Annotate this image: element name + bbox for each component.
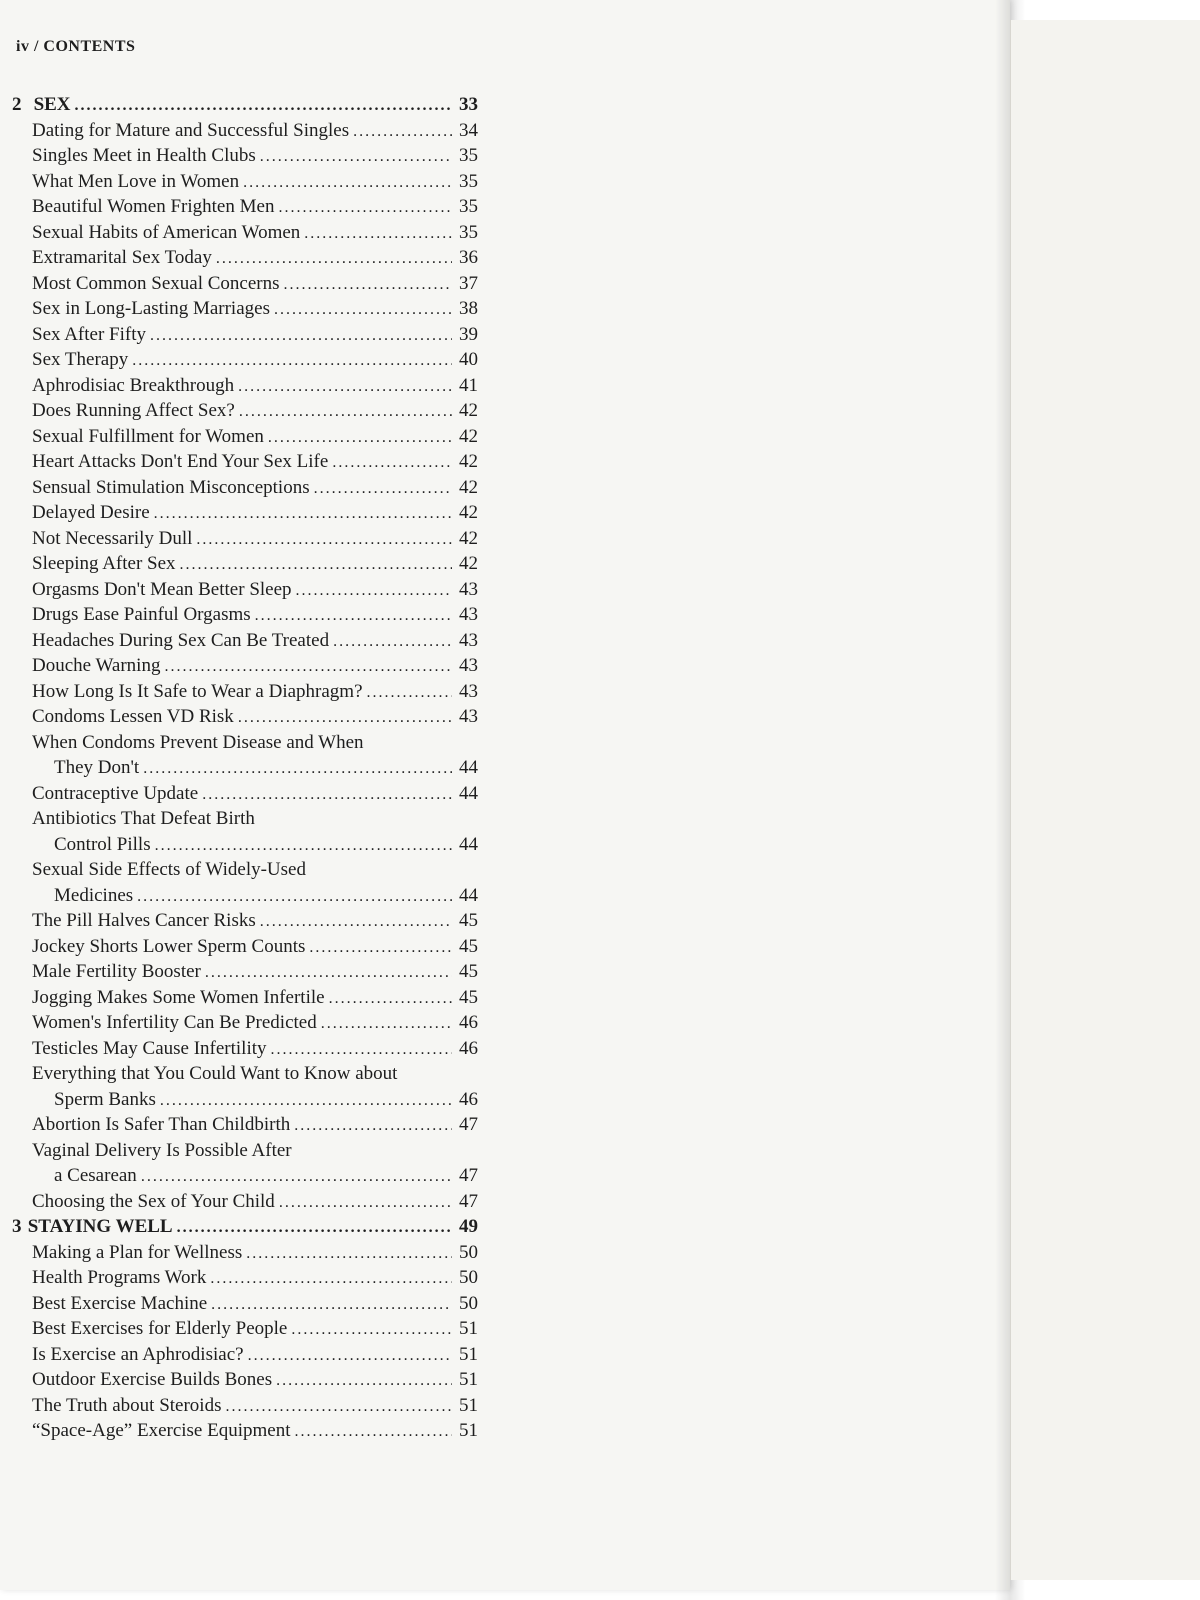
toc-entry bbox=[12, 1189, 478, 1215]
dot-leader bbox=[271, 1036, 452, 1062]
toc-entry bbox=[12, 373, 478, 399]
entry-title: Testicles May Cause Infertility bbox=[32, 1037, 267, 1059]
entry-title: Heart Attacks Don't End Your Sex Life bbox=[32, 451, 329, 472]
toc-entry bbox=[12, 985, 478, 1011]
toc-entry bbox=[12, 169, 478, 195]
dot-leader bbox=[132, 347, 452, 373]
entry-title: Abortion Is Safer Than Childbirth bbox=[32, 1114, 291, 1135]
entry-title: Control Pills bbox=[54, 833, 151, 855]
entry-title: “Space-Age” Exercise Equipment bbox=[32, 1420, 291, 1441]
toc-entry bbox=[12, 934, 478, 960]
dot-leader bbox=[268, 424, 452, 450]
toc-entry bbox=[12, 1036, 478, 1062]
dot-leader bbox=[155, 832, 452, 858]
entry-title: Antibiotics That Defeat Birth bbox=[32, 808, 255, 829]
entry-title: Best Exercise Machine bbox=[32, 1292, 208, 1314]
page-number: 35 bbox=[459, 145, 478, 166]
dot-leader bbox=[202, 781, 452, 807]
page-number: 44 bbox=[459, 884, 478, 906]
page-number: 46 bbox=[459, 1012, 478, 1033]
entry-title: Vaginal Delivery Is Possible After bbox=[32, 1139, 292, 1161]
dot-leader bbox=[332, 449, 452, 475]
entry-title: Beautiful Women Frighten Men bbox=[32, 196, 275, 217]
chapter-number: 2 bbox=[12, 94, 22, 115]
toc-entry bbox=[12, 806, 478, 832]
entry-title: Sex After Fifty bbox=[32, 323, 146, 345]
entry-title: Sexual Side Effects of Widely-Used bbox=[32, 859, 306, 880]
dot-leader bbox=[296, 577, 452, 603]
entry-title: Sensual Stimulation Misconceptions bbox=[32, 476, 310, 498]
dot-leader bbox=[304, 220, 452, 246]
toc-entry bbox=[12, 449, 478, 475]
toc-entry bbox=[12, 1087, 478, 1113]
entry-title: They Don't bbox=[54, 757, 140, 778]
entry-title: Contraceptive Update bbox=[32, 782, 199, 804]
entry-title: Aphrodisiac Breakthrough bbox=[32, 374, 235, 396]
toc-entry bbox=[12, 1138, 478, 1164]
page-number: 49 bbox=[459, 1216, 478, 1237]
dot-leader bbox=[75, 92, 452, 118]
dot-leader bbox=[239, 398, 452, 424]
facing-page bbox=[1010, 20, 1200, 1580]
toc-entry bbox=[12, 628, 478, 654]
entry-title: Sperm Banks bbox=[54, 1088, 156, 1110]
toc-entry bbox=[12, 1367, 478, 1393]
page-number: 46 bbox=[459, 1037, 478, 1059]
page-number: 51 bbox=[459, 1369, 478, 1390]
entry-title: When Condoms Prevent Disease and When bbox=[32, 731, 364, 753]
dot-leader bbox=[314, 475, 452, 501]
page-number: 45 bbox=[459, 935, 478, 957]
toc-entry bbox=[12, 781, 478, 807]
dot-leader bbox=[196, 526, 452, 552]
toc-column-left bbox=[12, 92, 478, 1444]
toc-entry bbox=[12, 500, 478, 526]
page-number: 43 bbox=[459, 604, 478, 625]
dot-leader bbox=[255, 602, 452, 628]
dot-leader bbox=[177, 1214, 452, 1240]
entry-title: Sleeping After Sex bbox=[32, 553, 176, 574]
entry-title: Condoms Lessen VD Risk bbox=[32, 706, 234, 727]
dot-leader bbox=[205, 959, 452, 985]
page-number: 43 bbox=[459, 578, 478, 600]
page-number: 43 bbox=[459, 706, 478, 727]
toc-entry bbox=[12, 857, 478, 883]
dot-leader bbox=[274, 296, 452, 322]
entry-title: Sexual Fulfillment for Women bbox=[32, 425, 264, 447]
entry-title: Outdoor Exercise Builds Bones bbox=[32, 1369, 273, 1390]
entry-title: Singles Meet in Health Clubs bbox=[32, 145, 256, 166]
entry-title: The Pill Halves Cancer Risks bbox=[32, 910, 256, 931]
page-number: 45 bbox=[459, 910, 478, 931]
dot-leader bbox=[238, 704, 452, 730]
toc-entry bbox=[12, 194, 478, 220]
page-number: 51 bbox=[459, 1394, 478, 1416]
chapter-number: 3 bbox=[12, 1216, 22, 1237]
toc-entry bbox=[12, 118, 478, 144]
dot-leader bbox=[309, 934, 452, 960]
page-number: 44 bbox=[459, 833, 478, 855]
dot-leader bbox=[333, 628, 452, 654]
entry-title: Headaches During Sex Can Be Treated bbox=[32, 629, 330, 651]
dot-leader bbox=[164, 653, 452, 679]
page-number: 42 bbox=[459, 425, 478, 447]
entry-title: Not Necessarily Dull bbox=[32, 527, 193, 549]
page-number: 43 bbox=[459, 629, 478, 651]
page-number: 36 bbox=[459, 247, 478, 268]
page-number: 51 bbox=[459, 1318, 478, 1339]
toc-entry bbox=[12, 883, 478, 909]
page-number: 51 bbox=[459, 1343, 478, 1365]
dot-leader bbox=[276, 1367, 452, 1393]
toc-entry bbox=[12, 271, 478, 297]
page-number: 41 bbox=[459, 374, 478, 396]
entry-title: Choosing the Sex of Your Child bbox=[32, 1190, 275, 1212]
toc-entry bbox=[12, 1240, 478, 1266]
entry-title: How Long Is It Safe to Wear a Diaphragm? bbox=[32, 680, 363, 702]
entry-title: Making a Plan for Wellness bbox=[32, 1241, 243, 1263]
entry-title: Extramarital Sex Today bbox=[32, 247, 212, 268]
entry-title: Everything that You Could Want to Know about bbox=[32, 1063, 398, 1084]
toc-entry bbox=[12, 679, 478, 705]
toc-entry bbox=[12, 1316, 478, 1342]
page-number: 42 bbox=[459, 476, 478, 498]
page-number: 34 bbox=[459, 119, 478, 141]
dot-leader bbox=[278, 194, 452, 220]
entry-title: Jogging Makes Some Women Infertile bbox=[32, 986, 325, 1008]
dot-leader bbox=[225, 1393, 452, 1419]
entry-title: Health Programs Work bbox=[32, 1267, 207, 1288]
running-head: iv / CONTENTS bbox=[16, 38, 136, 55]
page-number: 38 bbox=[459, 298, 478, 319]
page-number: 44 bbox=[459, 782, 478, 804]
dot-leader bbox=[141, 1163, 452, 1189]
toc-entry bbox=[12, 322, 478, 348]
toc-entry bbox=[12, 1010, 478, 1036]
dot-leader bbox=[248, 1342, 452, 1368]
page-number: 47 bbox=[459, 1165, 478, 1186]
toc-entry bbox=[12, 704, 478, 730]
entry-title: Dating for Mature and Successful Singles bbox=[32, 119, 350, 141]
entry-title: Jockey Shorts Lower Sperm Counts bbox=[32, 935, 306, 957]
page-number: 47 bbox=[459, 1114, 478, 1135]
toc-entry bbox=[12, 1163, 478, 1189]
dot-leader bbox=[294, 1112, 452, 1138]
toc-entry bbox=[12, 1418, 478, 1444]
entry-title: Is Exercise an Aphrodisiac? bbox=[32, 1343, 244, 1365]
page-number: 42 bbox=[459, 400, 478, 421]
toc-entry bbox=[12, 347, 478, 373]
dot-leader bbox=[216, 245, 452, 271]
entry-title: Douche Warning bbox=[32, 655, 161, 676]
page-number: 44 bbox=[459, 757, 478, 778]
page-number: 37 bbox=[459, 272, 478, 294]
page-number: 50 bbox=[459, 1267, 478, 1288]
toc-entry bbox=[12, 832, 478, 858]
toc-entry bbox=[12, 220, 478, 246]
entry-title: Drugs Ease Painful Orgasms bbox=[32, 604, 251, 625]
page-number: 42 bbox=[459, 451, 478, 472]
entry-title: STAYING WELL bbox=[27, 1216, 173, 1237]
entry-title: Sexual Habits of American Women bbox=[32, 221, 301, 243]
dot-leader bbox=[154, 500, 452, 526]
toc-entry bbox=[12, 1393, 478, 1419]
dot-leader bbox=[246, 1240, 452, 1266]
toc-entry bbox=[12, 551, 478, 577]
dot-leader bbox=[367, 679, 452, 705]
page-number: 50 bbox=[459, 1241, 478, 1263]
dot-leader bbox=[137, 883, 452, 909]
dot-leader bbox=[295, 1418, 453, 1444]
entry-title: Sex Therapy bbox=[32, 349, 129, 370]
dot-leader bbox=[160, 1087, 452, 1113]
toc-entry bbox=[12, 1265, 478, 1291]
toc-entry bbox=[12, 296, 478, 322]
page-number: 42 bbox=[459, 553, 478, 574]
toc-entry bbox=[12, 602, 478, 628]
toc-entry bbox=[12, 1061, 478, 1087]
toc-entry bbox=[12, 143, 478, 169]
page-number: 35 bbox=[459, 170, 478, 192]
entry-title: Women's Infertility Can Be Predicted bbox=[32, 1012, 317, 1033]
toc-entry bbox=[12, 653, 478, 679]
page-number: 42 bbox=[459, 502, 478, 523]
page-number: 45 bbox=[459, 961, 478, 982]
dot-leader bbox=[291, 1316, 452, 1342]
page-number: 43 bbox=[459, 655, 478, 676]
toc-entry bbox=[12, 1291, 478, 1317]
page-number: 39 bbox=[459, 323, 478, 345]
page-number: 43 bbox=[459, 680, 478, 702]
entry-title: Medicines bbox=[54, 884, 134, 906]
page-number: 35 bbox=[459, 221, 478, 243]
dot-leader bbox=[329, 985, 452, 1011]
dot-leader bbox=[260, 908, 452, 934]
page-number: 51 bbox=[459, 1420, 478, 1441]
dot-leader bbox=[260, 143, 452, 169]
entry-title: Orgasms Don't Mean Better Sleep bbox=[32, 578, 292, 600]
toc-entry bbox=[12, 730, 478, 756]
dot-leader bbox=[210, 1265, 452, 1291]
entry-title: SEX bbox=[33, 94, 71, 115]
page-number: 50 bbox=[459, 1292, 478, 1314]
entry-title: Does Running Affect Sex? bbox=[32, 400, 235, 421]
dot-leader bbox=[238, 373, 452, 399]
entry-title: Male Fertility Booster bbox=[32, 961, 201, 982]
dot-leader bbox=[211, 1291, 452, 1317]
dot-leader bbox=[284, 271, 452, 297]
toc-entry bbox=[12, 526, 478, 552]
dot-leader bbox=[150, 322, 452, 348]
entry-title: Delayed Desire bbox=[32, 502, 150, 523]
entry-title: a Cesarean bbox=[54, 1165, 137, 1186]
toc-entry bbox=[12, 245, 478, 271]
chapter-entry bbox=[12, 92, 478, 118]
entry-title: Sex in Long-Lasting Marriages bbox=[32, 298, 270, 319]
toc-entry bbox=[12, 424, 478, 450]
page-number: 42 bbox=[459, 527, 478, 549]
page-number: 47 bbox=[459, 1190, 478, 1212]
dot-leader bbox=[143, 755, 452, 781]
page-number: 35 bbox=[459, 196, 478, 217]
toc-entry bbox=[12, 1342, 478, 1368]
toc-entry bbox=[12, 577, 478, 603]
page-number: 40 bbox=[459, 349, 478, 370]
page-number: 33 bbox=[459, 94, 478, 115]
dot-leader bbox=[243, 169, 452, 195]
chapter-entry bbox=[12, 1214, 478, 1240]
page-number: 45 bbox=[459, 986, 478, 1008]
toc-entry bbox=[12, 398, 478, 424]
toc-entry bbox=[12, 908, 478, 934]
toc-entry bbox=[12, 475, 478, 501]
toc-entry bbox=[12, 755, 478, 781]
dot-leader bbox=[321, 1010, 452, 1036]
toc-entry bbox=[12, 959, 478, 985]
dot-leader bbox=[353, 118, 452, 144]
entry-title: The Truth about Steroids bbox=[32, 1394, 222, 1416]
entry-title: What Men Love in Women bbox=[32, 170, 240, 192]
page-number: 46 bbox=[459, 1088, 478, 1110]
entry-title: Best Exercises for Elderly People bbox=[32, 1318, 288, 1339]
entry-title: Most Common Sexual Concerns bbox=[32, 272, 280, 294]
dot-leader bbox=[279, 1189, 452, 1215]
toc-entry bbox=[12, 1112, 478, 1138]
dot-leader bbox=[180, 551, 452, 577]
